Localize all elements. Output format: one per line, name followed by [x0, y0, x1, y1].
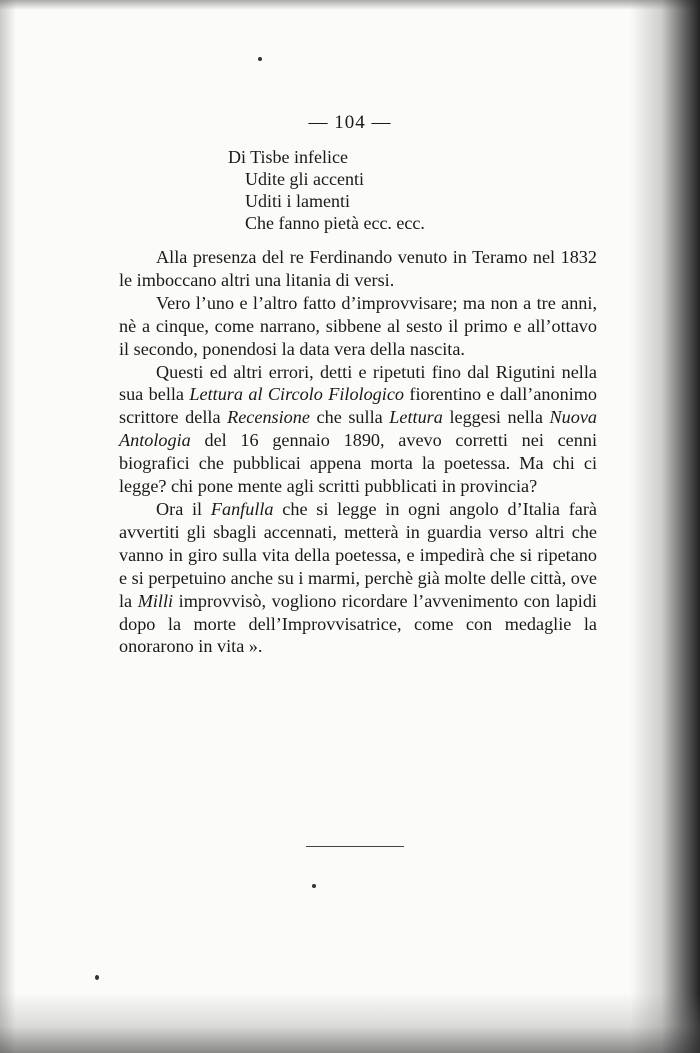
italic-title: Fanfulla — [210, 498, 274, 519]
paragraph — [119, 292, 597, 361]
italic-title: Lettura — [389, 407, 443, 428]
text-run: Alla presenza del re Ferdinando venuto in Teramo nel 1832 le imboccano altri una litania di versi. — [119, 247, 597, 290]
italic-title: Recensione — [227, 407, 310, 428]
text-run: Questi ed altri errori, detti e ripetuti fino dal Rigutini nella sua bella — [119, 361, 597, 405]
verse-line: Udite gli accenti — [245, 169, 364, 189]
ink-speck — [95, 975, 99, 980]
scan-shadow-bottom — [0, 993, 700, 1053]
section-end-rule — [306, 846, 404, 847]
verse-block — [228, 146, 425, 234]
paragraph — [119, 246, 597, 292]
paragraph — [119, 498, 597, 658]
verse-line: Che fanno pietà ecc. ecc. — [245, 213, 425, 233]
italic-title: Milli — [137, 590, 174, 611]
text-run: Vero l’uno e l’altro fatto d’improvvisare; ma non a tre anni, nè a cinque, come narrano, sibbene al sesto il primo e all’ottavo il secondo, ponendosi la data vera della nascita. — [119, 292, 597, 359]
text-run: che si legge in ogni angolo d’Italia farà avvertiti gli sbagli accennati, metterà in guardia verso altri che vanno in giro sulla vita della poetessa, e impedirà che si ripetano e si perpetuino anche su i marmi, perchè già molte delle città, ove la — [119, 498, 597, 611]
text-run: improvvisò, vogliono ricordare l’avvenimento con lapidi dopo la morte dell’Improvvisatrice, come con medaglie la onorarono in vita ». — [119, 590, 597, 657]
text-run: Ora il — [156, 498, 211, 519]
scan-shadow-left — [0, 0, 16, 1053]
ink-speck — [258, 57, 262, 61]
scan-shadow-top — [0, 0, 700, 10]
scan-shadow-right — [630, 0, 700, 1053]
italic-title: Lettura al Circolo Filologico — [189, 384, 404, 405]
text-run: fiorentino e dall’anonimo scrittore della — [119, 384, 597, 428]
verse-line: Di Tisbe infelice — [228, 147, 348, 167]
text-run: del 16 gennaio 1890, avevo corretti nei cenni biografici che pubblicai appena morta la poetessa. Ma chi ci legge? chi pone mente agli scritti pubblicati in provincia? — [119, 430, 597, 497]
italic-title: Nuova Antologia — [119, 407, 597, 451]
text-run: leggesi nella — [442, 407, 550, 428]
ink-speck — [312, 884, 316, 888]
page-number: — 104 — — [308, 112, 392, 133]
text-run: che sulla — [309, 407, 390, 428]
paragraph — [119, 361, 597, 498]
verse-line: Uditi i lamenti — [245, 191, 350, 211]
body-text — [119, 246, 597, 658]
